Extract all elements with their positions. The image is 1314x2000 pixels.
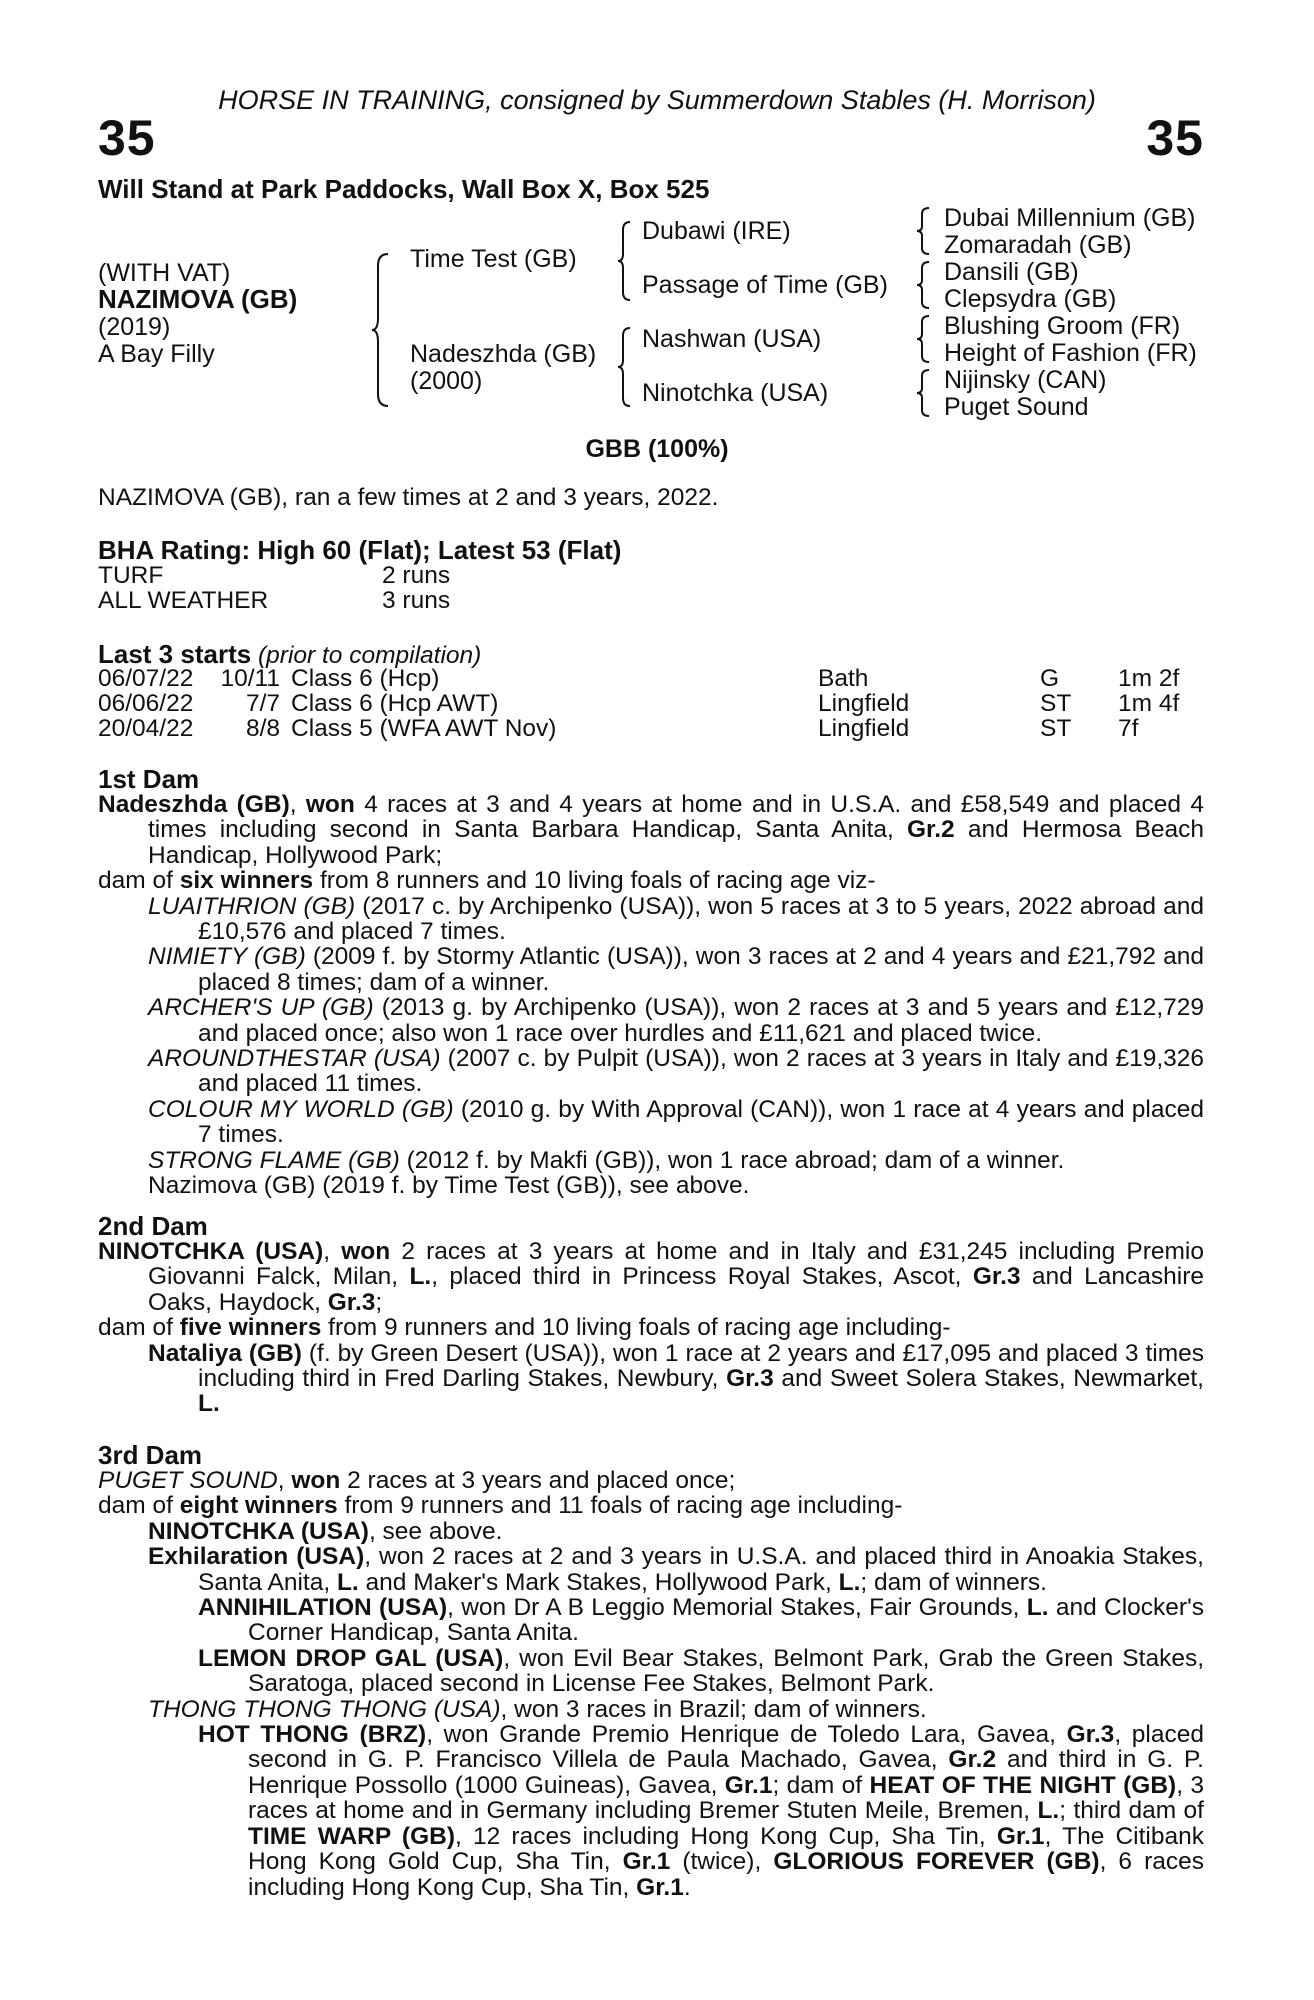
start-course: Lingfield bbox=[818, 715, 910, 742]
dam-sire: Nashwan (USA) bbox=[642, 325, 822, 353]
grade-label: Gr.1 bbox=[724, 1771, 773, 1799]
grade-label: Gr.2 bbox=[906, 816, 955, 844]
pedigree-brace-main bbox=[372, 252, 392, 408]
start-position: 10/11 bbox=[220, 665, 280, 692]
produce-item bbox=[98, 1595, 1204, 1646]
foal-text: , won 2 races at 2 and 3 years in U.S.A. and placed third in Anoakia Stakes, Santa Anita, bbox=[198, 1543, 1204, 1596]
foal-text: (f. by Green Desert (USA)), won 1 race at 2 years and £17,095 and placed 3 times including third in Fred Darling Stakes, Newbury, bbox=[198, 1339, 1205, 1393]
pedigree-brace-g4-3 bbox=[917, 314, 931, 364]
won-label: won bbox=[341, 1238, 391, 1265]
grade-label: Gr.3 bbox=[972, 1263, 1021, 1291]
start-row bbox=[98, 666, 1208, 692]
produce-item bbox=[98, 1341, 1204, 1417]
race-summary: NAZIMOVA (GB), ran a few times at 2 and 3 years, 2022. bbox=[98, 484, 719, 511]
foal-name: ANNIHILATION (USA) bbox=[198, 1594, 448, 1622]
grade-label: L. bbox=[1037, 1797, 1060, 1825]
dam-record: Nadeszhda (GB), won 4 races at 3 and 4 years at home and in U.S.A. and £58,549 and placed 4 times including second in Santa Barbara Handicap, Santa Anita, Gr.2 and Hermosa Beach Handicap, Hollywood Park; bbox=[98, 791, 1204, 869]
foal-name: LEMON DROP GAL (USA) bbox=[198, 1644, 504, 1672]
grade-label: L. bbox=[198, 1390, 220, 1418]
produce-item bbox=[98, 1097, 1204, 1148]
sire-dam: Passage of Time (GB) bbox=[642, 271, 888, 299]
rating-surface: ALL WEATHER bbox=[98, 587, 269, 614]
foal-name: HEAT OF THE NIGHT (GB) bbox=[869, 1771, 1177, 1799]
dam-of-line bbox=[98, 1493, 1204, 1518]
start-row bbox=[98, 716, 1208, 742]
produce-item bbox=[98, 1544, 1204, 1595]
produce-item bbox=[98, 1519, 1204, 1544]
start-position: 8/8 bbox=[245, 715, 280, 742]
record-text: ; bbox=[375, 1288, 383, 1316]
foal-name: Nataliya (GB) bbox=[148, 1339, 302, 1367]
start-distance: 1m 4f bbox=[1118, 690, 1180, 717]
grade-label: Gr.3 bbox=[327, 1288, 376, 1316]
foal-name: TIME WARP (GB) bbox=[248, 1822, 455, 1850]
foal-name: Exhilaration (USA) bbox=[148, 1543, 365, 1571]
start-date: 20/04/22 bbox=[98, 715, 194, 742]
winners-count: eight winners bbox=[179, 1492, 338, 1520]
record-text: dam of bbox=[98, 1314, 180, 1342]
grade-label: Gr.3 bbox=[726, 1365, 774, 1393]
grade-label: L. bbox=[838, 1568, 861, 1596]
dam-of-line bbox=[98, 868, 1204, 893]
foal-text: and third in G. P. Henrique Possollo (1000 Guineas), Gavea, bbox=[248, 1746, 1204, 1799]
g4-ancestor: Height of Fashion (FR) bbox=[944, 339, 1197, 367]
foal-text: , 12 races including Hong Kong Cup, Sha Tin, bbox=[455, 1822, 997, 1850]
produce-list bbox=[98, 1519, 1204, 1900]
produce-item bbox=[98, 1046, 1204, 1097]
produce-list bbox=[98, 894, 1204, 1199]
horse-description: A Bay Filly bbox=[98, 340, 215, 368]
foal-text: and Clocker's Corner Handicap, Santa Anita. bbox=[248, 1594, 1204, 1647]
start-date: 06/06/22 bbox=[98, 690, 194, 717]
start-class: Class 6 (Hcp) bbox=[291, 665, 440, 692]
grade-label: L. bbox=[1026, 1594, 1049, 1622]
foal-text: , won 3 races in Brazil; dam of winners. bbox=[500, 1695, 927, 1723]
sire-sire: Dubawi (IRE) bbox=[642, 217, 791, 245]
foal-name: HOT THONG (BRZ) bbox=[198, 1721, 427, 1749]
bha-rating-title: BHA Rating: High 60 (Flat); Latest 53 (Flat) bbox=[98, 535, 622, 565]
grade-label: Gr.1 bbox=[622, 1848, 671, 1876]
foal-text: ; third dam of bbox=[1059, 1797, 1204, 1825]
record-text: , placed third in Princess Royal Stakes, Ascot, bbox=[431, 1263, 973, 1291]
pedigree-brace-sire bbox=[618, 220, 632, 302]
won-label: won bbox=[291, 1467, 341, 1494]
foal-text: , placed second in G. P. Francisco Villela de Paula Machado, Gavea, bbox=[248, 1721, 1204, 1774]
last-starts-note: (prior to compilation) bbox=[258, 642, 482, 669]
winners-count: five winners bbox=[179, 1314, 322, 1342]
foal-name: GLORIOUS FOREVER (GB) bbox=[773, 1848, 1100, 1876]
record-text: from 9 runners and 11 foals of racing age including- bbox=[337, 1492, 903, 1520]
foal-text: ; dam of winners. bbox=[860, 1568, 1047, 1596]
rating-surface: TURF bbox=[98, 562, 164, 589]
sire-name: Time Test (GB) bbox=[410, 245, 577, 273]
foal-text: (2017 c. by Archipenko (USA)), won 5 races at 3 to 5 years, 2022 abroad and £10,576 and placed 7 times. bbox=[198, 892, 1204, 946]
dam-name: Nadeszhda (GB) bbox=[98, 791, 290, 818]
horse-name: NAZIMOVA (GB) bbox=[98, 284, 298, 314]
foal-text: (2013 g. by Archipenko (USA)), won 2 races at 3 and 5 years and £12,729 and placed once; also won 1 race over hurdles and £11,621 and placed twice. bbox=[198, 994, 1204, 1047]
first-dam-section bbox=[98, 764, 1204, 1200]
foal-name: ARCHER'S UP (GB) bbox=[148, 994, 374, 1022]
foal-text: and Sweet Solera Stakes, Newmarket, bbox=[773, 1365, 1204, 1393]
foal-name: COLOUR MY WORLD (GB) bbox=[148, 1095, 454, 1123]
foal-text: (2010 g. by With Approval (CAN)), won 1 race at 4 years and placed 7 times. bbox=[198, 1095, 1204, 1149]
foal-name: NIMIETY (GB) bbox=[148, 943, 306, 971]
lot-number-left: 35 bbox=[98, 110, 156, 166]
record-text: and Hermosa Beach Handicap, Hollywood Park; bbox=[148, 816, 1204, 869]
foal-name: STRONG FLAME (GB) bbox=[148, 1146, 400, 1174]
horse-vat: (WITH VAT) bbox=[98, 259, 231, 287]
foal-text: (2012 f. by Makfi (GB)), won 1 race abroad; dam of a winner. bbox=[399, 1146, 1065, 1174]
foal-name: LUAITHRION (GB) bbox=[148, 892, 356, 920]
section-title: 3rd Dam bbox=[98, 1440, 203, 1470]
horse-year: (2019) bbox=[98, 313, 171, 341]
start-course: Bath bbox=[818, 665, 869, 692]
g4-ancestor: Nijinsky (CAN) bbox=[944, 366, 1107, 394]
produce-item bbox=[98, 944, 1204, 995]
start-course: Lingfield bbox=[818, 690, 910, 717]
produce-item bbox=[98, 995, 1204, 1046]
foal-text: , see above. bbox=[368, 1517, 503, 1545]
g4-ancestor: Dansili (GB) bbox=[944, 258, 1079, 286]
grade-label: L. bbox=[336, 1568, 359, 1596]
grade-label: Gr.3 bbox=[1066, 1721, 1115, 1749]
foal-name: AROUNDTHESTAR (USA) bbox=[148, 1045, 441, 1073]
rating-runs: 2 runs bbox=[382, 562, 451, 589]
record-text: dam of bbox=[98, 867, 180, 895]
produce-item bbox=[98, 1646, 1204, 1697]
start-row bbox=[98, 691, 1208, 717]
produce-item bbox=[98, 1722, 1204, 1900]
grade-label: L. bbox=[409, 1263, 432, 1291]
breeder-percentage: GBB (100%) bbox=[585, 435, 729, 463]
section-title: 2nd Dam bbox=[98, 1211, 208, 1241]
foal-name: NINOTCHKA (USA) bbox=[148, 1517, 369, 1545]
g4-ancestor: Zomaradah (GB) bbox=[944, 231, 1132, 259]
pedigree-brace-dam bbox=[618, 326, 632, 408]
start-class: Class 5 (WFA AWT Nov) bbox=[291, 715, 557, 742]
dam-name: NINOTCHKA (USA) bbox=[98, 1238, 324, 1265]
grade-label: Gr.1 bbox=[636, 1873, 684, 1901]
dam-of-line bbox=[98, 1315, 1204, 1340]
third-dam-section bbox=[98, 1440, 1205, 1901]
foal-text: Nazimova (GB) (2019 f. by Time Test (GB)), see above. bbox=[148, 1172, 750, 1200]
record-text: 2 races at 3 years at home and in Italy and £31,245 including Premio Giovanni Falck, Milan, bbox=[148, 1238, 1204, 1291]
record-text: from 8 runners and 10 living foals of racing age viz- bbox=[313, 867, 876, 895]
start-going: ST bbox=[1040, 715, 1072, 742]
foal-text: , 3 races at home and in Germany including Bremer Stuten Meile, Bremen, bbox=[248, 1771, 1204, 1825]
second-dam-section bbox=[98, 1211, 1205, 1418]
rating-row bbox=[98, 588, 1208, 614]
last-starts-title: Last 3 starts bbox=[98, 639, 252, 669]
start-going: ST bbox=[1040, 690, 1072, 717]
foal-text: (2007 c. by Pulpit (USA)), won 2 races at 3 years in Italy and £19,326 and placed 11 times. bbox=[198, 1045, 1204, 1098]
dam-year: (2000) bbox=[410, 367, 483, 395]
foal-text: ; dam of bbox=[772, 1771, 870, 1799]
page-header: HORSE IN TRAINING, consigned by Summerdown Stables (H. Morrison) bbox=[218, 85, 1096, 115]
stand-location: Will Stand at Park Paddocks, Wall Box X, Box 525 bbox=[98, 174, 710, 204]
rating-runs: 3 runs bbox=[382, 587, 451, 614]
pedigree-brace-g4-1 bbox=[917, 206, 931, 256]
record-text: 2 races at 3 years and placed once; bbox=[340, 1467, 736, 1494]
dam-name: Nadeszhda (GB) bbox=[410, 340, 597, 368]
start-class: Class 6 (Hcp AWT) bbox=[291, 690, 499, 717]
dam-record: PUGET SOUND, won 2 races at 3 years and placed once; bbox=[98, 1467, 736, 1494]
lot-number-right: 35 bbox=[1146, 110, 1204, 166]
start-going: G bbox=[1040, 665, 1060, 692]
g4-ancestor: Blushing Groom (FR) bbox=[944, 312, 1181, 340]
foal-text: , won Evil Bear Stakes, Belmont Park, Grab the Green Stakes, Saratoga, placed second in License Fee Stakes, Belmont Park. bbox=[248, 1644, 1205, 1698]
rating-row bbox=[98, 563, 1208, 589]
foal-text: (twice), bbox=[670, 1848, 774, 1876]
grade-label: Gr.2 bbox=[948, 1746, 997, 1774]
dam-record: NINOTCHKA (USA), won 2 races at 3 years at home and in Italy and £31,245 including Premio Giovanni Falck, Milan, L., placed third in Princess Royal Stakes, Ascot, Gr.3 and Lancashire Oaks, Haydock, Gr.3; bbox=[98, 1238, 1204, 1316]
foal-text: , won Grande Premio Henrique de Toledo Lara, Gavea, bbox=[426, 1721, 1067, 1749]
start-date: 06/07/22 bbox=[98, 665, 194, 692]
pedigree-brace-g4-2 bbox=[917, 260, 931, 310]
start-distance: 7f bbox=[1118, 715, 1139, 742]
won-label: won bbox=[305, 791, 355, 818]
start-distance: 1m 2f bbox=[1118, 665, 1180, 692]
g4-ancestor: Puget Sound bbox=[944, 393, 1089, 421]
winners-count: six winners bbox=[179, 867, 314, 895]
produce-item bbox=[98, 894, 1204, 945]
record-text: from 9 runners and 10 living foals of racing age including- bbox=[321, 1314, 951, 1342]
g4-ancestor: Dubai Millennium (GB) bbox=[944, 204, 1196, 232]
foal-text: , 6 races including Hong Kong Cup, Sha Tin, bbox=[248, 1848, 1204, 1901]
produce-item bbox=[98, 1697, 1204, 1722]
foal-text: . bbox=[683, 1873, 691, 1901]
foal-text: , won Dr A B Leggio Memorial Stakes, Fair Grounds, bbox=[447, 1594, 1027, 1622]
pedigree-brace-g4-4 bbox=[917, 368, 931, 418]
section-title: 1st Dam bbox=[98, 764, 200, 794]
record-text: and Lancashire Oaks, Haydock, bbox=[148, 1263, 1204, 1316]
foal-text: , The Citibank Hong Kong Gold Cup, Sha Tin, bbox=[248, 1822, 1205, 1876]
foal-text: and Maker's Mark Stakes, Hollywood Park, bbox=[358, 1568, 839, 1596]
dam-name: PUGET SOUND bbox=[98, 1467, 278, 1494]
dam-dam: Ninotchka (USA) bbox=[642, 379, 829, 407]
produce-item bbox=[98, 1148, 1204, 1173]
record-text: dam of bbox=[98, 1492, 180, 1520]
foal-name: THONG THONG THONG (USA) bbox=[148, 1695, 501, 1723]
record-text: 4 races at 3 and 4 years at home and in U.S.A. and £58,549 and placed 4 times including second in Santa Barbara Handicap, Santa Anita, bbox=[148, 791, 1204, 844]
g4-ancestor: Clepsydra (GB) bbox=[944, 285, 1117, 313]
start-position: 7/7 bbox=[245, 690, 280, 717]
foal-text: (2009 f. by Stormy Atlantic (USA)), won 3 races at 2 and 4 years and £21,792 and placed 8 times; dam of a winner. bbox=[198, 943, 1204, 996]
produce-item bbox=[98, 1173, 1204, 1198]
grade-label: Gr.1 bbox=[996, 1822, 1045, 1850]
